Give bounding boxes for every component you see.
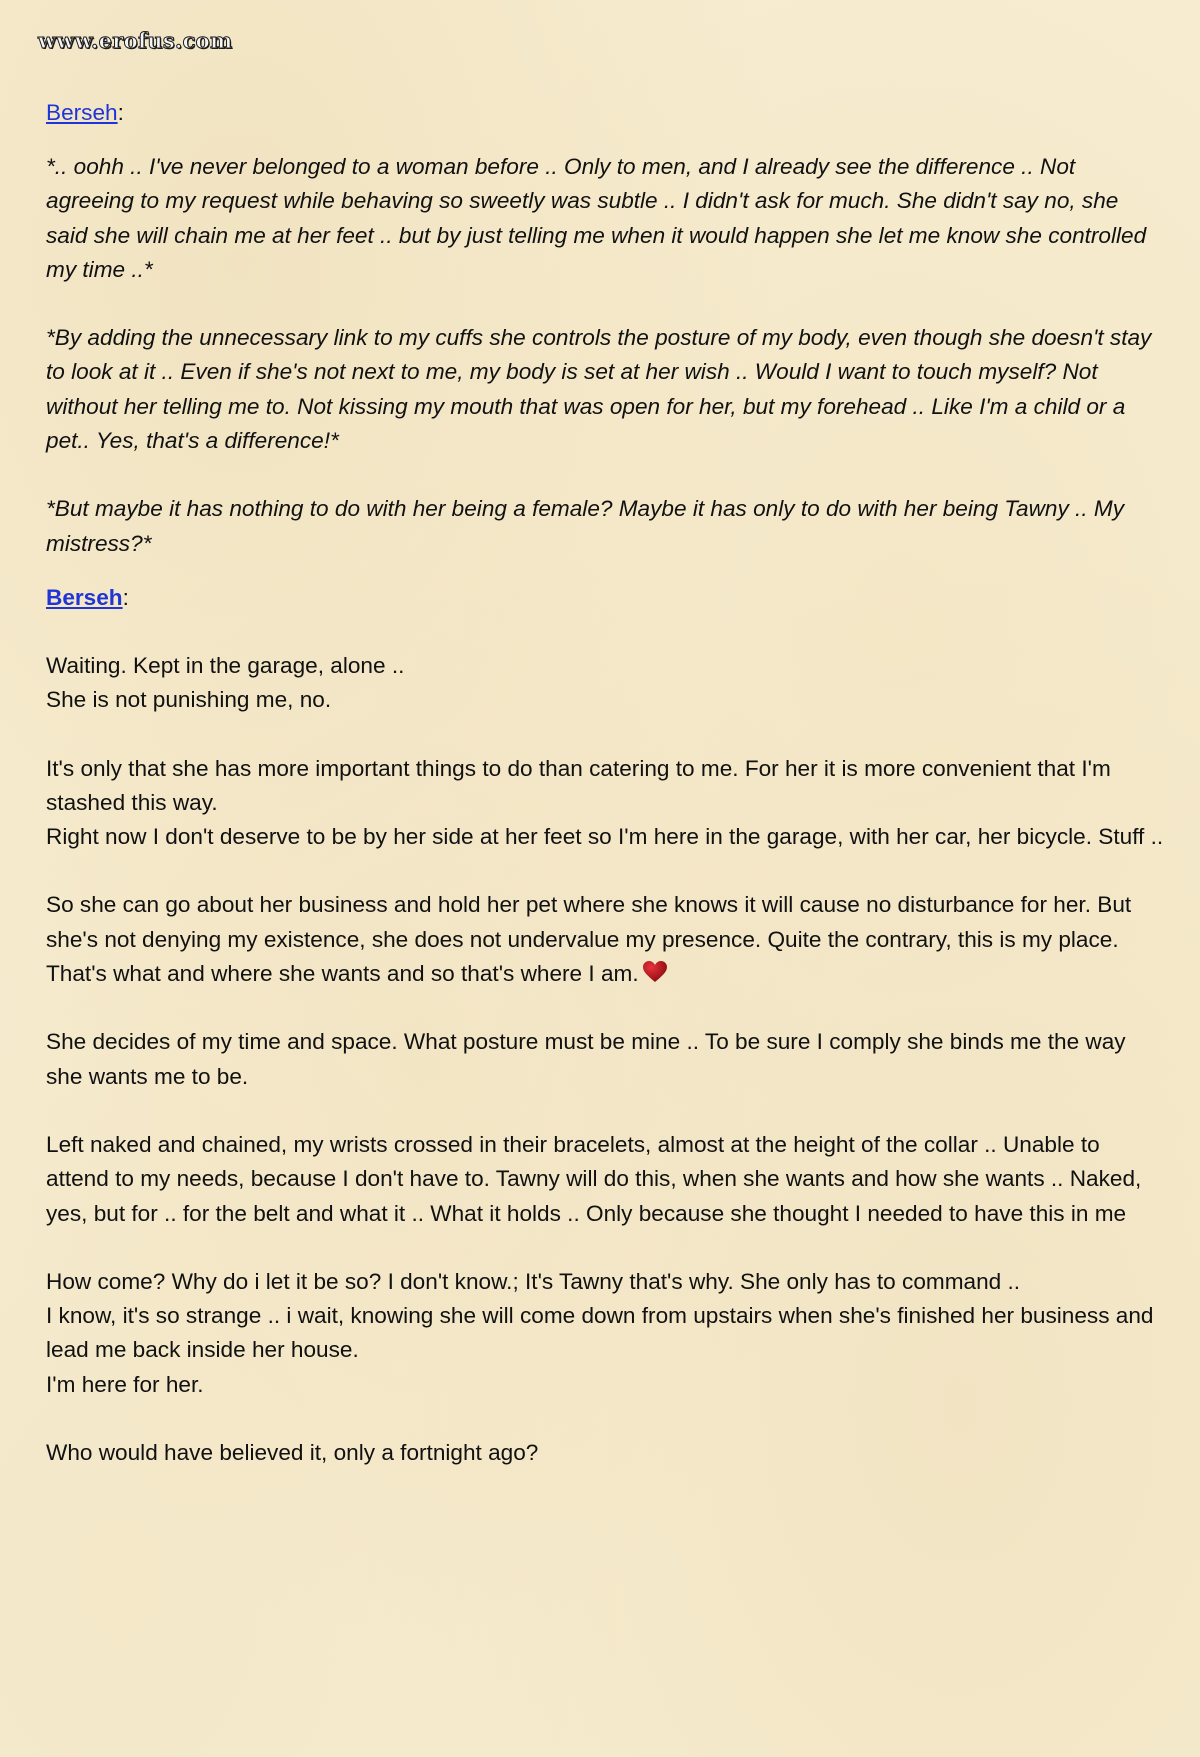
narrative-line: She is not punishing me, no.	[46, 687, 332, 713]
narrative-line: Who would have believed it, only a fortnight ago?	[46, 1440, 539, 1466]
thought-paragraph: *But maybe it has nothing to do with her being a female? Maybe it has only to do with her being Tawny .. My mistress?*	[46, 496, 1125, 556]
speaker-link-berseh[interactable]: Berseh	[46, 584, 123, 610]
speaker-link-berseh[interactable]: Berseh	[46, 100, 118, 125]
narrative-text: So she can go about her business and hold her pet where she knows it will cause no disturbance for her. But she's not denying my existence, she does not undervalue my presence. Quite the contrary, this is my place. That's what and where she wants and so that's where I am.	[46, 892, 1132, 987]
document-body	[46, 96, 1166, 1470]
narrative-line: How come? Why do i let it be so? I don't know.; It's Tawny that's why. She only has to command ..	[46, 1268, 1021, 1294]
narrative-line: Waiting. Kept in the garage, alone ..	[46, 652, 405, 678]
watermark: www.erofus.com	[38, 28, 233, 53]
narrative-section	[46, 649, 1166, 1470]
narrative-line: Right now I don't deserve to be by her side at her feet so I'm here in the garage, with her car, her bicycle. Stuff ..	[46, 824, 1164, 850]
speaker-heading-1	[46, 96, 1166, 130]
inner-thoughts-section	[46, 150, 1166, 561]
narrative-paragraph: Left naked and chained, my wrists crossed in their bracelets, almost at the height of the collar .. Unable to attend to my needs, because I don't have to. Tawny will do this, when she wants and how she wants .. Naked, yes, but for .. for the belt and what it .. What it holds .. Only because she thought I needed to have this in me	[46, 1131, 1142, 1226]
speaker-heading-2	[46, 581, 1166, 615]
narrative-paragraph: She decides of my time and space. What posture must be mine .. To be sure I comply she binds me the way she wants me to be.	[46, 1029, 1126, 1089]
speaker-colon: :	[117, 100, 124, 125]
thought-paragraph: *.. oohh .. I've never belonged to a woman before .. Only to men, and I already see the difference .. Not agreeing to my request while behaving so sweetly was subtle .. I didn't ask for much. She didn't say no, she said she will chain me at her feet .. but by just telling me when it would happen she let me know she controlled my time ..*	[46, 154, 1147, 282]
heart-icon	[643, 961, 667, 983]
speaker-colon: :	[122, 584, 129, 610]
narrative-line: It's only that she has more important things to do than catering to me. For her it is more convenient that I'm stashed this way.	[46, 755, 1111, 815]
narrative-paragraph	[46, 888, 1166, 991]
thought-paragraph: *By adding the unnecessary link to my cuffs she controls the posture of my body, even though she doesn't stay to look at it .. Even if she's not next to me, my body is set at her wish .. Would I want to touch myself? Not without her telling me to. Not kissing my mouth that was open for her, but my forehead .. Like I'm a child or a pet.. Yes, that's a difference!*	[46, 325, 1152, 454]
narrative-line: I'm here for her.	[46, 1371, 204, 1397]
narrative-line: I know, it's so strange .. i wait, knowing she will come down from upstairs when she's finished her business and lead me back inside her house.	[46, 1303, 1154, 1363]
